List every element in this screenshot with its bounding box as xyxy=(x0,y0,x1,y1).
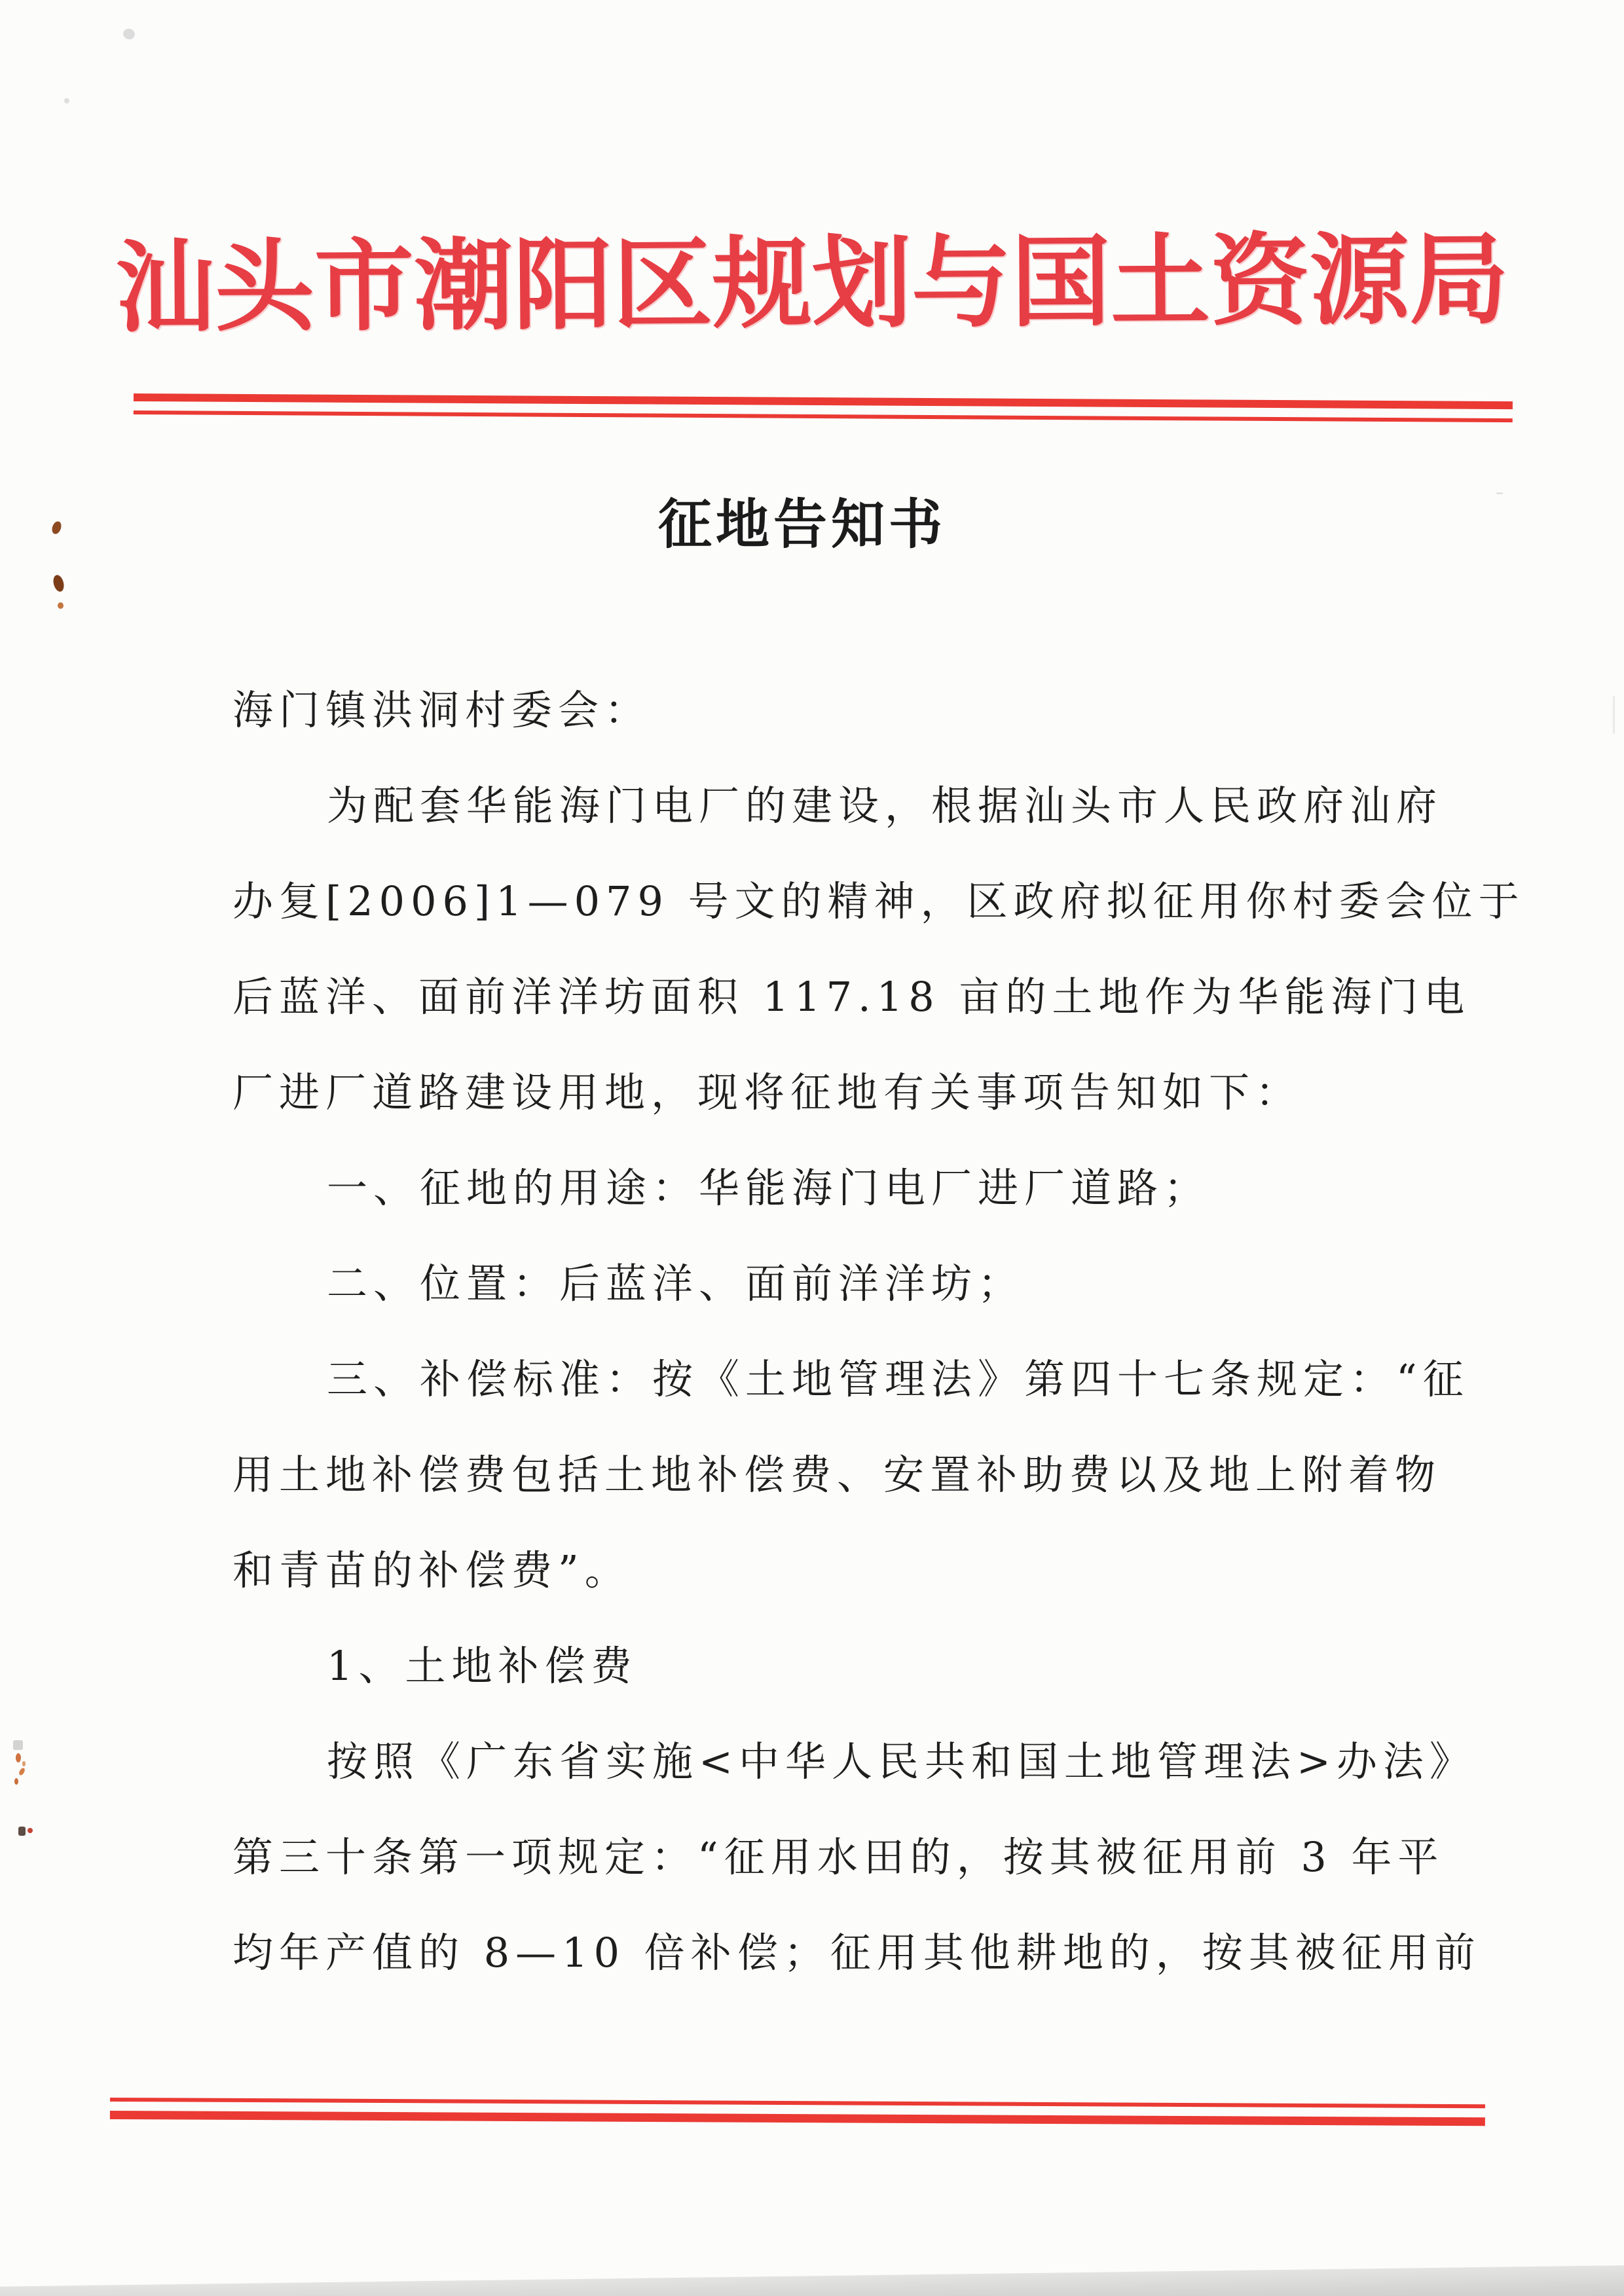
scan-artifact xyxy=(64,98,69,103)
divider-thin-line xyxy=(134,410,1513,422)
divider-thick-line xyxy=(134,393,1513,409)
scan-artifact xyxy=(52,574,65,593)
body-line-salutation: 海门镇洪洞村委会： xyxy=(232,686,652,734)
divider-thick-line xyxy=(110,2111,1485,2126)
body-line: 按照《广东省实施<中华人民共和国土地管理法>办法》 xyxy=(327,1738,1476,1785)
body-line: 为配套华能海门电厂的建设，根据汕头市人民政府汕府 xyxy=(327,782,1443,829)
letterhead-divider-bottom xyxy=(110,2098,1485,2126)
body-line-subitem-1: 1、土地补偿费 xyxy=(327,1642,638,1690)
body-line: 用土地补偿费包括土地补偿费、安置补助费以及地上附着物 xyxy=(232,1451,1442,1499)
scan-artifact xyxy=(122,27,136,41)
scan-artifact xyxy=(58,602,64,609)
divider-thin-line xyxy=(110,2098,1485,2108)
scan-artifact xyxy=(1613,696,1615,734)
scan-artifact xyxy=(22,1761,26,1766)
scan-artifact xyxy=(13,1740,23,1750)
body-line-item-3: 三、补偿标准：按《土地管理法》第四十七条规定：“征 xyxy=(327,1355,1469,1403)
body-line: 和青苗的补偿费”。 xyxy=(232,1546,631,1594)
body-line: 厂进厂道路建设用地，现将征地有关事项告知如下： xyxy=(232,1068,1302,1116)
letterhead-divider-top xyxy=(134,393,1513,422)
scan-artifact xyxy=(1496,492,1503,494)
body-line: 后蓝洋、面前洋洋坊面积 117.18 亩的土地作为华能海门电 xyxy=(232,973,1471,1021)
document-title: 征地告知书 xyxy=(657,494,946,556)
scan-edge-shadow xyxy=(0,2265,1624,2296)
body-line-item-2: 二、位置：后蓝洋、面前洋洋坊； xyxy=(327,1260,1025,1307)
body-line-item-1: 一、征地的用途：华能海门电厂进厂道路； xyxy=(327,1164,1211,1212)
body-line: 办复[2006]1—079 号文的精神，区政府拟征用你村委会位于 xyxy=(232,877,1525,925)
body-line: 均年产值的 8—10 倍补偿；征用其他耕地的，按其被征用前 xyxy=(232,1929,1481,1977)
scan-artifact xyxy=(18,1767,26,1776)
scan-artifact xyxy=(18,1827,26,1836)
scan-artifact xyxy=(16,1753,21,1762)
document-body xyxy=(232,663,1525,2001)
scan-artifact xyxy=(28,1828,33,1833)
letterhead-agency-name: 汕头市潮阳区规划与国土资源局 xyxy=(115,220,1509,346)
body-line: 第三十条第一项规定：“征用水田的，按其被征用前 3 年平 xyxy=(232,1833,1445,1881)
scan-artifact xyxy=(14,1778,18,1785)
